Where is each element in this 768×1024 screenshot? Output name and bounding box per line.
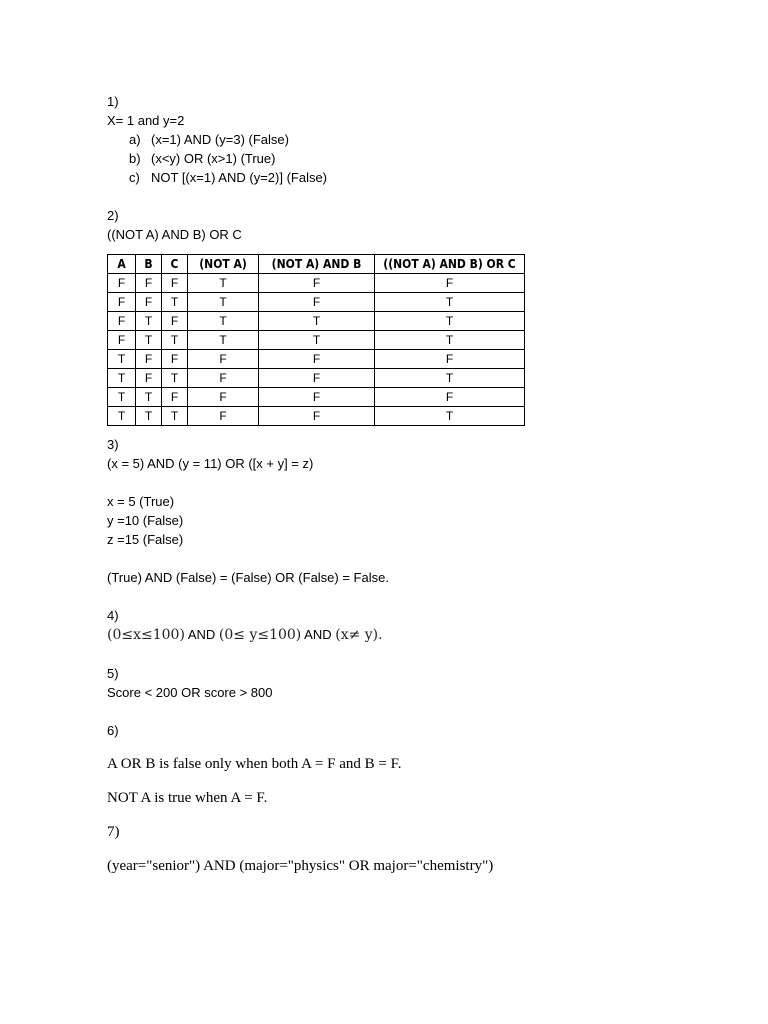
table-cell: T (136, 331, 162, 350)
header-result: ((NOT A) AND B) OR C (375, 255, 525, 274)
table-cell: F (188, 388, 259, 407)
table-cell: F (259, 350, 375, 369)
table-cell: F (108, 274, 136, 293)
table-cell: F (136, 274, 162, 293)
table-cell: F (162, 312, 188, 331)
table-cell: T (162, 331, 188, 350)
table-cell: T (188, 312, 259, 331)
table-cell: F (162, 350, 188, 369)
table-cell: T (188, 331, 259, 350)
q3-line-y: y =10 (False) (107, 513, 184, 528)
q4-number: 4) (107, 608, 119, 623)
table-cell: F (375, 388, 525, 407)
table-cell: F (259, 293, 375, 312)
document-page (107, 92, 727, 876)
table-row (108, 331, 525, 350)
header-b: B (136, 255, 162, 274)
q5-expression: Score < 200 OR score > 800 (107, 685, 273, 700)
list-marker: a) (129, 132, 141, 147)
table-cell: T (188, 274, 259, 293)
table-cell: T (162, 293, 188, 312)
table-row (108, 312, 525, 331)
header-not-a-and-b: (NOT A) AND B (259, 255, 375, 274)
table-cell: F (136, 293, 162, 312)
table-cell: T (108, 407, 136, 426)
table-cell: T (375, 293, 525, 312)
table-cell: F (259, 274, 375, 293)
table-cell: F (108, 293, 136, 312)
table-cell: T (188, 293, 259, 312)
q4-period: . (378, 627, 383, 643)
table-cell: F (162, 388, 188, 407)
header-c: C (162, 255, 188, 274)
q3-result: (True) AND (False) = (False) OR (False) = False. (107, 570, 389, 585)
table-cell: T (162, 407, 188, 426)
table-row (108, 388, 525, 407)
table-cell: T (162, 369, 188, 388)
table-cell: T (136, 312, 162, 331)
table-row (108, 369, 525, 388)
q7-number: 7) (107, 824, 120, 840)
table-cell: T (108, 388, 136, 407)
table-cell: T (375, 369, 525, 388)
q6-line-1: A OR B is false only when both A = F and B = F. (107, 756, 402, 772)
q1-given: X= 1 and y=2 (107, 113, 185, 128)
table-cell: F (108, 331, 136, 350)
list-marker: c) (129, 170, 140, 185)
q6-line-2: NOT A is true when A = F. (107, 790, 268, 806)
q2-expression: ((NOT A) AND B) OR C (107, 227, 242, 242)
table-cell: F (259, 407, 375, 426)
table-cell: T (375, 407, 525, 426)
q3-line-z: z =15 (False) (107, 532, 184, 547)
table-row (108, 293, 525, 312)
q6-number: 6) (107, 723, 119, 738)
q3-line-x: x = 5 (True) (107, 494, 175, 509)
table-cell: F (136, 369, 162, 388)
list-text: (x<y) OR (x>1) (True) (151, 151, 276, 166)
q7-expression: (year="senior") AND (major="physics" OR major="chemistry") (107, 858, 494, 874)
table-cell: F (188, 369, 259, 388)
table-row (108, 407, 525, 426)
table-cell: F (188, 350, 259, 369)
q1-item-c (107, 168, 727, 187)
table-cell: F (259, 369, 375, 388)
table-row (108, 350, 525, 369)
table-cell: T (108, 350, 136, 369)
table-cell: F (188, 407, 259, 426)
q3-number: 3) (107, 437, 119, 452)
table-cell: F (375, 274, 525, 293)
q1-number: 1) (107, 94, 119, 109)
q5-number: 5) (107, 666, 119, 681)
q4-and-2: AND (301, 627, 336, 642)
q1-list (107, 130, 727, 187)
list-text: (x=1) AND (y=3) (False) (151, 132, 289, 147)
q1-item-a (107, 130, 727, 149)
q1-item-b (107, 149, 727, 168)
table-cell: T (259, 331, 375, 350)
truth-table-body (108, 274, 525, 426)
table-cell: F (259, 388, 375, 407)
list-marker: b) (129, 151, 141, 166)
q4-range-y: (0≤ y≤100) (218, 627, 302, 643)
q4-not-equal: (x≠ y) (335, 627, 379, 643)
truth-table-header-row (108, 255, 525, 274)
table-cell: F (162, 274, 188, 293)
q4-and-1: AND (184, 627, 219, 642)
table-cell: T (136, 407, 162, 426)
truth-table (107, 254, 525, 426)
table-cell: T (375, 331, 525, 350)
table-cell: T (375, 312, 525, 331)
table-row (108, 274, 525, 293)
table-cell: T (136, 388, 162, 407)
table-cell: F (108, 312, 136, 331)
q4-range-x: (0≤x≤100) (107, 627, 185, 643)
header-a: A (108, 255, 136, 274)
table-cell: T (259, 312, 375, 331)
q2-number: 2) (107, 208, 119, 223)
header-not-a: (NOT A) (188, 255, 259, 274)
table-cell: T (108, 369, 136, 388)
table-cell: F (136, 350, 162, 369)
table-cell: F (375, 350, 525, 369)
q3-expression: (x = 5) AND (y = 11) OR ([x + y] = z) (107, 456, 314, 471)
q4-expression (107, 625, 727, 645)
list-text: NOT [(x=1) AND (y=2)] (False) (151, 170, 328, 185)
